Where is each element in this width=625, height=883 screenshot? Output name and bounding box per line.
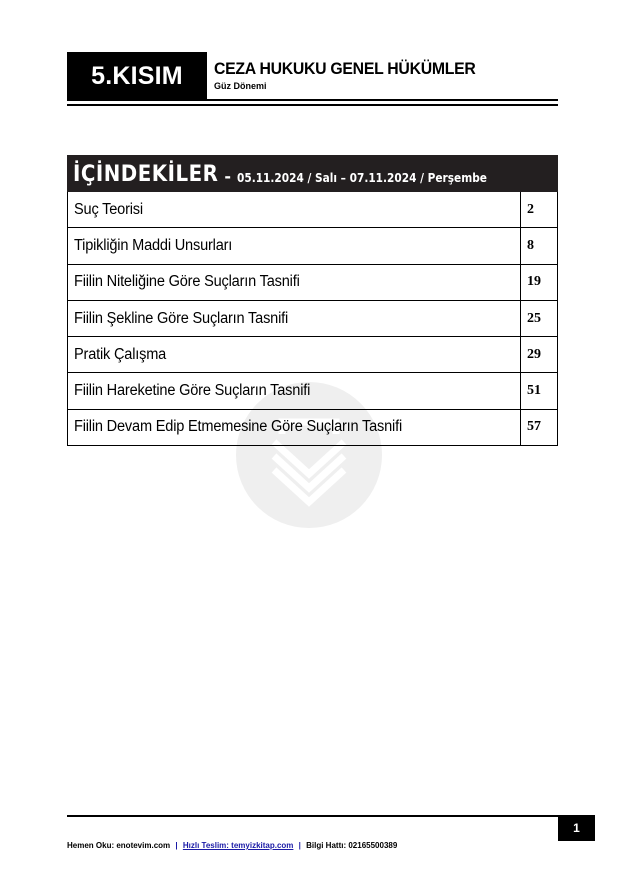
toc-row-title: Fiilin Hareketine Göre Suçların Tasnifi bbox=[74, 382, 311, 400]
toc-row[interactable] bbox=[67, 192, 558, 228]
toc-row-page: 8 bbox=[520, 228, 557, 263]
toc-heading: İÇİNDEKİLER bbox=[73, 162, 219, 187]
document-title: CEZA HUKUKU GENEL HÜKÜMLER bbox=[214, 59, 476, 78]
toc-row-title: Tipikliğin Maddi Unsurları bbox=[74, 236, 233, 254]
toc-row[interactable] bbox=[67, 337, 558, 373]
toc-row-page: 25 bbox=[520, 301, 557, 336]
toc-header bbox=[67, 155, 558, 192]
toc-row-title: Pratik Çalışma bbox=[74, 345, 167, 363]
footer-info-line: Bilgi Hattı: 02165500389 bbox=[306, 841, 398, 850]
toc-row-page: 29 bbox=[520, 337, 557, 372]
footer-bar bbox=[67, 841, 397, 850]
footer-separator: | bbox=[298, 841, 301, 850]
footer-separator: | bbox=[175, 841, 178, 850]
footer-read-text: Hemen Oku: enotevim.com bbox=[67, 841, 171, 850]
toc-row[interactable] bbox=[67, 265, 558, 301]
toc-row[interactable] bbox=[67, 373, 558, 409]
toc-row-title: Fiilin Devam Edip Etmemesine Göre Suçların Tasnifi bbox=[74, 418, 403, 436]
toc-row-title: Fiilin Şekline Göre Suçların Tasnifi bbox=[74, 309, 289, 327]
header-rule-bottom bbox=[67, 104, 558, 106]
toc-row[interactable] bbox=[67, 301, 558, 337]
toc-row-page: 51 bbox=[520, 373, 557, 408]
toc-row-page: 19 bbox=[520, 265, 557, 300]
toc-dates: 05.11.2024 / Salı – 07.11.2024 / Perşembe bbox=[236, 171, 487, 185]
toc-row-page: 2 bbox=[520, 192, 557, 227]
document-subtitle: Güz Dönemi bbox=[214, 81, 267, 91]
toc-row[interactable] bbox=[67, 228, 558, 264]
header-rule-top bbox=[207, 99, 558, 101]
toc-row-page: 57 bbox=[520, 410, 557, 445]
footer-rule bbox=[67, 815, 558, 817]
toc-row-title: Fiilin Niteliğine Göre Suçların Tasnifi bbox=[74, 273, 300, 291]
toc-row[interactable] bbox=[67, 410, 558, 446]
section-badge: 5.KISIM bbox=[67, 52, 207, 101]
footer-fast-delivery-link[interactable]: Hızlı Teslim: temyizkitap.com bbox=[182, 841, 294, 850]
table-of-contents bbox=[67, 155, 558, 446]
toc-heading-dash: - bbox=[224, 167, 231, 186]
page-number: 1 bbox=[558, 815, 595, 841]
toc-row-title: Suç Teorisi bbox=[74, 200, 143, 218]
